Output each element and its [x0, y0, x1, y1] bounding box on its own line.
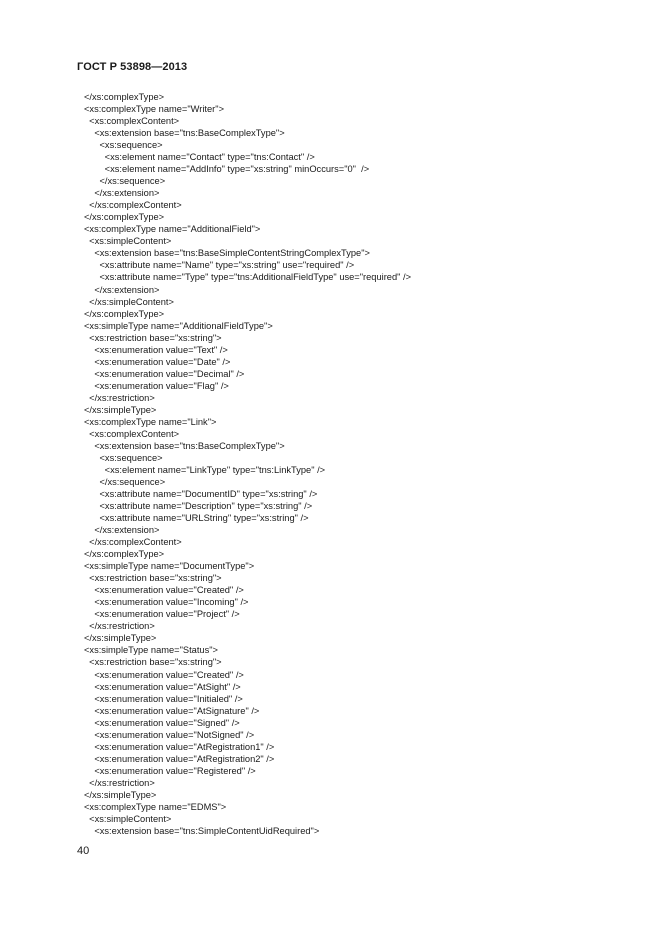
- code-line: </xs:extension>: [84, 525, 160, 536]
- code-line: </xs:simpleType>: [84, 789, 157, 800]
- code-line: </xs:complexContent>: [84, 200, 182, 211]
- code-line: <xs:restriction base="xs:string">: [84, 332, 222, 343]
- code-line: <xs:extension base="tns:BaseSimpleContentStringComplexType">: [84, 248, 370, 259]
- code-line: <xs:enumeration value="AtRegistration1" />: [84, 741, 275, 752]
- code-line: <xs:element name="Contact" type="tns:Contact" />: [84, 152, 315, 163]
- code-line: </xs:simpleType>: [84, 633, 157, 644]
- code-line: <xs:simpleContent>: [84, 236, 172, 247]
- code-line: </xs:sequence>: [84, 477, 166, 487]
- code-line: <xs:enumeration value="Date" />: [84, 356, 231, 367]
- code-line: <xs:complexType name="Writer">: [84, 104, 224, 115]
- code-line: </xs:extension>: [84, 284, 160, 295]
- code-line: <xs:complexType name="AdditionalField">: [84, 224, 261, 235]
- code-line: <xs:enumeration value="Project" />: [84, 609, 240, 620]
- code-line: <xs:simpleType name="AdditionalFieldType">: [84, 320, 273, 331]
- code-line: </xs:simpleContent>: [84, 296, 174, 307]
- code-line: <xs:enumeration value="AtSight" />: [84, 681, 241, 692]
- page-number: 40: [77, 845, 90, 857]
- code-line: <xs:enumeration value="Decimal" />: [84, 368, 245, 379]
- code-line: <xs:attribute name="Type" type="tns:AdditionalFieldType" use="required" />: [84, 272, 412, 283]
- xml-code-listing: [84, 91, 644, 837]
- code-line: <xs:enumeration value="Text" />: [84, 344, 228, 355]
- code-line: <xs:attribute name="Name" type="xs:string" use="required" />: [84, 260, 355, 271]
- code-line: </xs:complexContent>: [84, 537, 182, 548]
- code-line: </xs:complexType>: [84, 308, 165, 319]
- page-header-standard: ГОСТ Р 53898—2013: [77, 61, 188, 73]
- code-line: <xs:attribute name="URLString" type="xs:string" />: [84, 513, 309, 524]
- code-line: <xs:enumeration value="AtRegistration2" />: [84, 753, 275, 764]
- code-line: <xs:restriction base="xs:string">: [84, 573, 222, 584]
- code-line: <xs:complexContent>: [84, 428, 180, 439]
- code-line: <xs:restriction base="xs:string">: [84, 657, 222, 668]
- code-line: <xs:attribute name="DocumentID" type="xs:string" />: [84, 489, 318, 500]
- code-line: <xs:extension base="tns:BaseComplexType">: [84, 440, 285, 451]
- code-line: <xs:enumeration value="Flag" />: [84, 380, 229, 391]
- code-line: <xs:simpleContent>: [84, 813, 172, 824]
- code-line: </xs:restriction>: [84, 621, 155, 632]
- code-line: <xs:simpleType name="DocumentType">: [84, 561, 255, 572]
- code-line: <xs:enumeration value="Incoming" />: [84, 597, 249, 608]
- code-line: <xs:element name="AddInfo" type="xs:string" minOccurs="0" />: [84, 164, 370, 175]
- code-line: </xs:restriction>: [84, 777, 155, 788]
- code-line: </xs:complexType>: [84, 92, 165, 102]
- code-line: <xs:sequence>: [84, 140, 163, 151]
- code-line: <xs:element name="LinkType" type="tns:LinkType" />: [84, 464, 326, 475]
- code-line: <xs:attribute name="Description" type="xs:string" />: [84, 501, 313, 512]
- code-line: <xs:complexType name="Link">: [84, 416, 217, 427]
- code-line: <xs:extension base="tns:SimpleContentUidRequired">: [84, 825, 320, 836]
- code-line: </xs:complexType>: [84, 549, 165, 560]
- code-line: </xs:complexType>: [84, 212, 165, 223]
- code-line: </xs:sequence>: [84, 176, 166, 187]
- code-line: <xs:enumeration value="Signed" />: [84, 717, 240, 728]
- code-line: <xs:enumeration value="Created" />: [84, 669, 244, 680]
- code-line: <xs:complexContent>: [84, 116, 180, 127]
- code-line: <xs:enumeration value="Registered" />: [84, 765, 256, 776]
- code-line: <xs:enumeration value="Initialed" />: [84, 693, 243, 704]
- code-line: </xs:simpleType>: [84, 404, 157, 415]
- code-line: </xs:restriction>: [84, 392, 155, 403]
- code-line: <xs:extension base="tns:BaseComplexType">: [84, 128, 285, 139]
- code-line: <xs:enumeration value="NotSigned" />: [84, 729, 255, 740]
- code-line: <xs:enumeration value="Created" />: [84, 585, 244, 596]
- code-line: <xs:enumeration value="AtSignature" />: [84, 705, 260, 716]
- code-line: <xs:complexType name="EDMS">: [84, 801, 227, 812]
- code-line: </xs:extension>: [84, 188, 160, 199]
- code-line: <xs:sequence>: [84, 452, 163, 463]
- code-line: <xs:simpleType name="Status">: [84, 645, 218, 656]
